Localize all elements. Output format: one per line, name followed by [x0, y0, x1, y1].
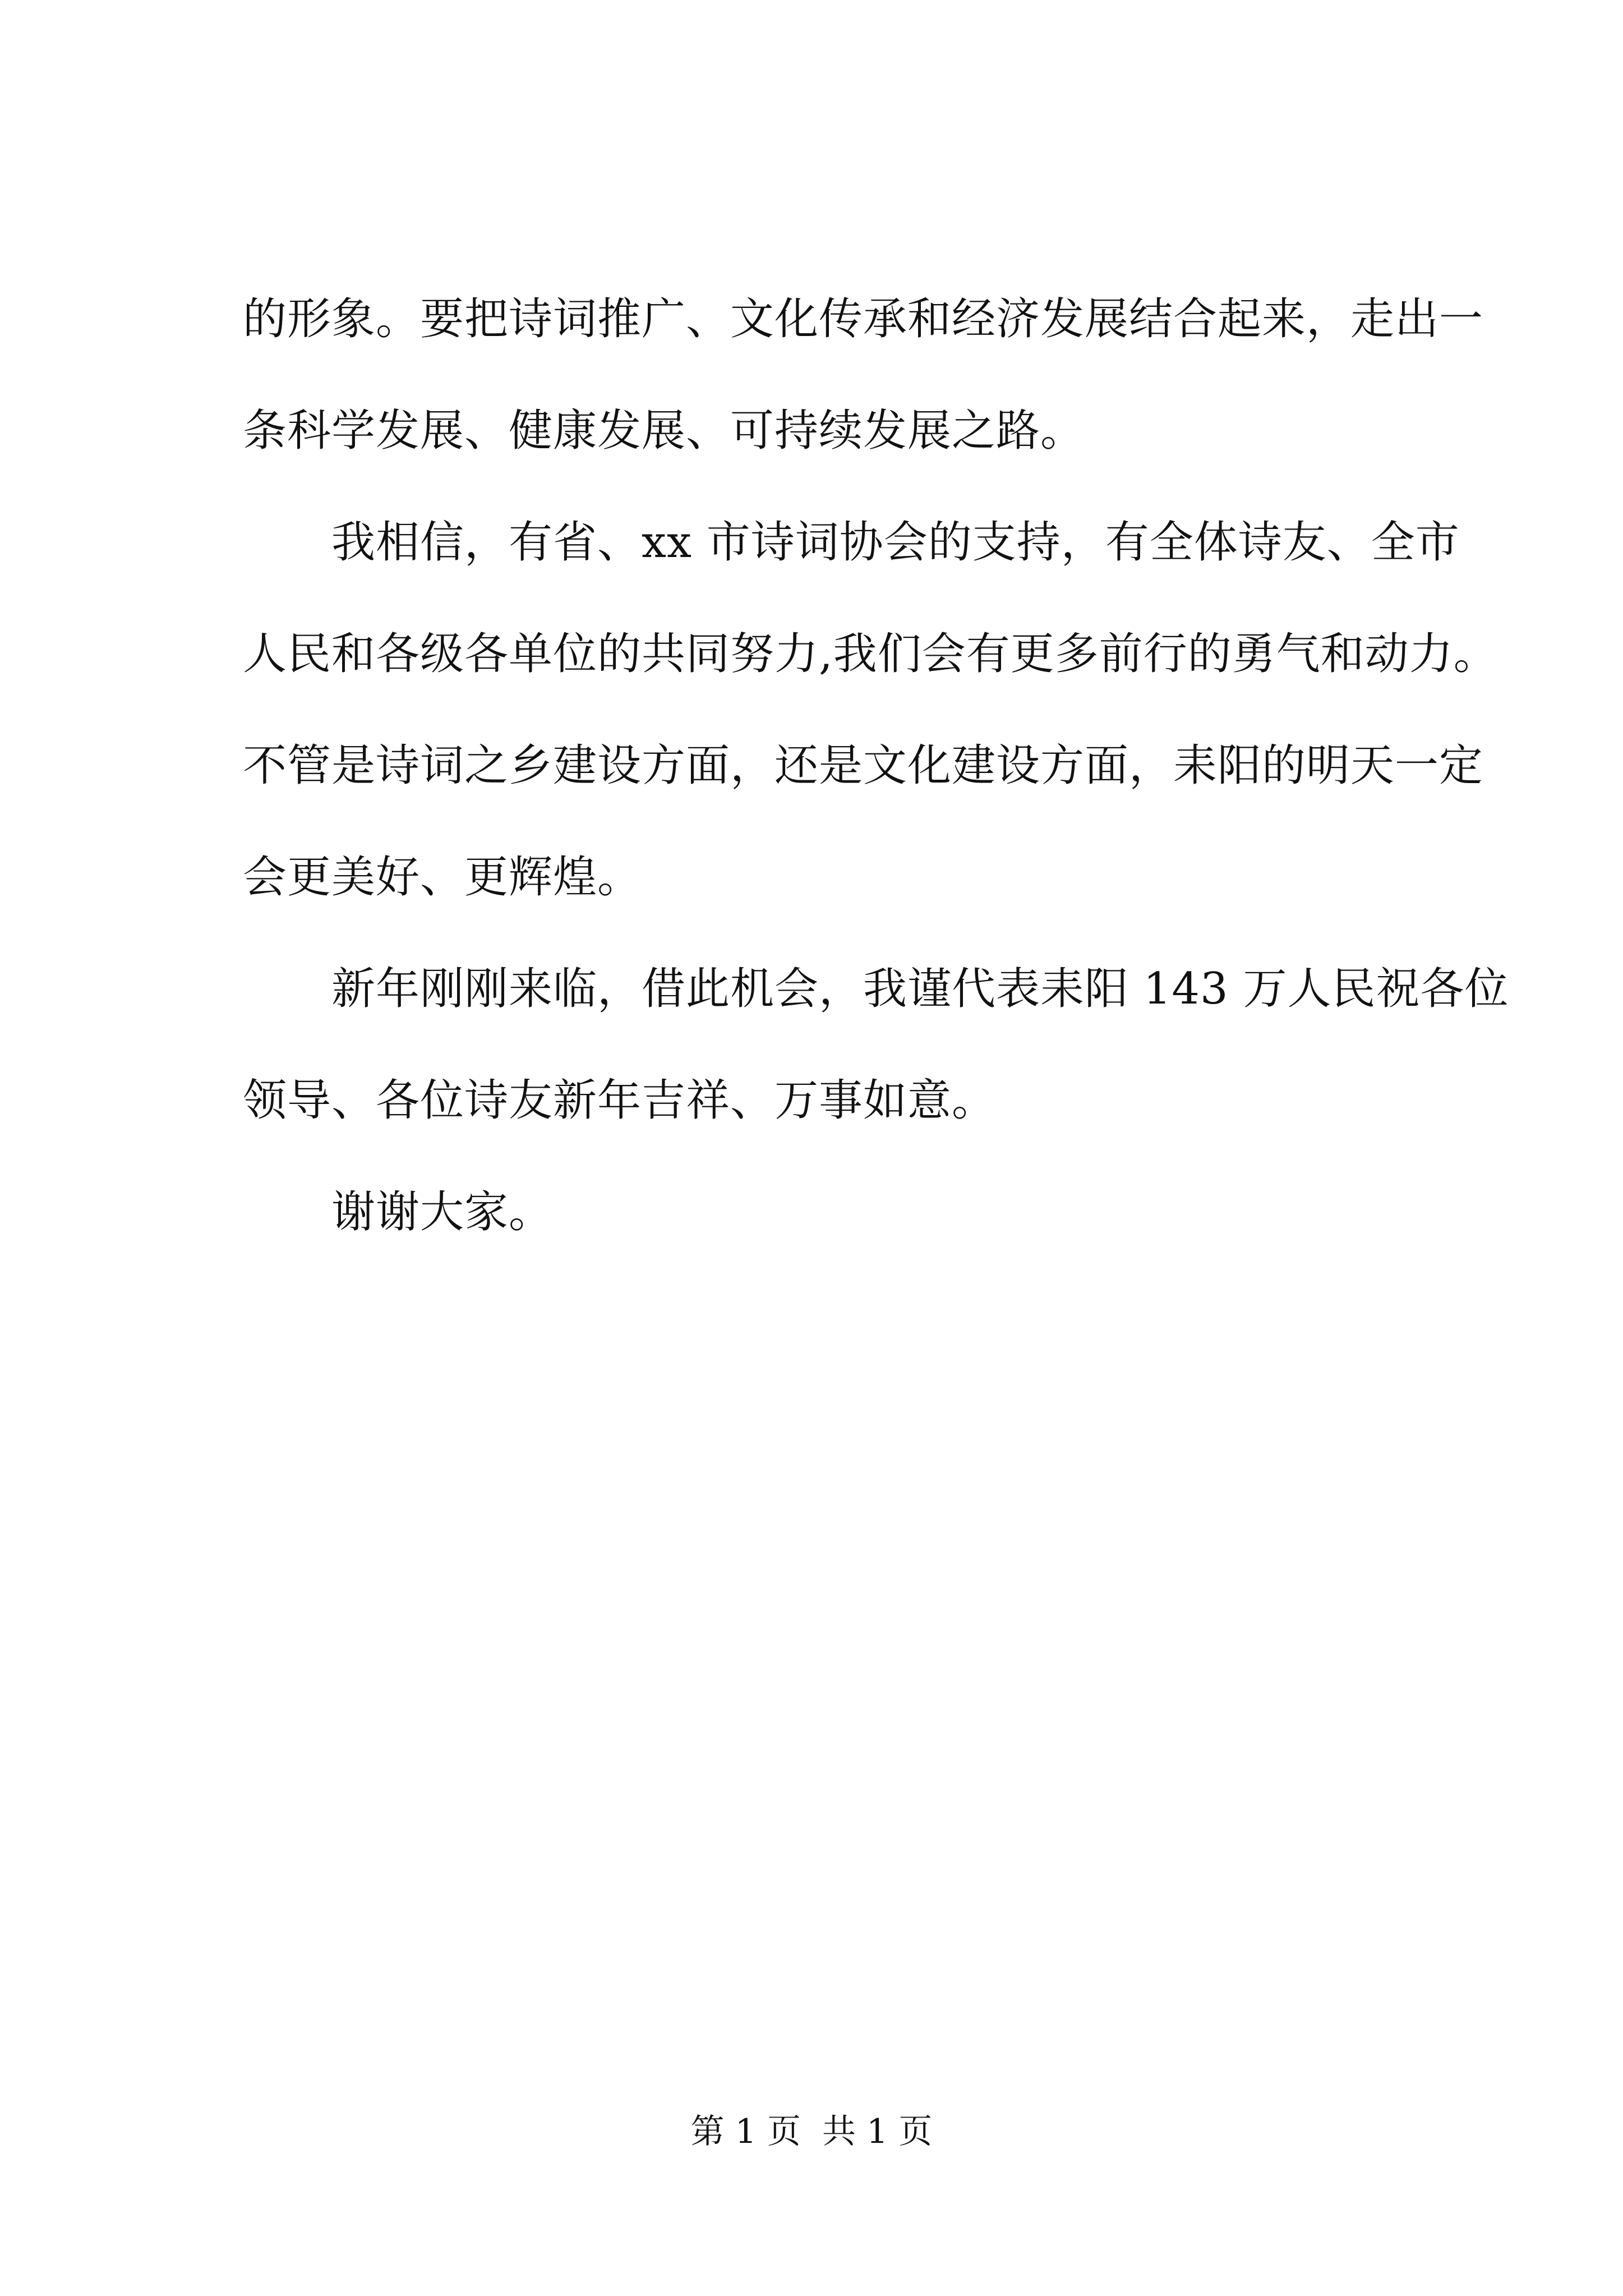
body-line: 谢谢大家。	[243, 1187, 554, 1237]
page-total: 共 1 页	[822, 2112, 933, 2151]
document-body	[243, 264, 1509, 1268]
page-footer	[0, 2109, 1623, 2154]
body-line: 新年刚刚来临，借此机会，我谨代表耒阳 143 万人民祝各位	[243, 964, 1509, 1014]
body-line: 条科学发展、健康发展、可持续发展之路。	[243, 406, 1085, 456]
body-line: 人民和各级各单位的共同努力,我们会有更多前行的勇气和动力。	[243, 629, 1498, 679]
body-line: 领导、各位诗友新年吉祥、万事如意。	[243, 1075, 997, 1126]
body-line: 会更美好、更辉煌。	[243, 852, 642, 903]
body-line: 的形象。要把诗词推广、文化传承和经济发展结合起来，走出一	[243, 294, 1484, 344]
body-line: 不管是诗词之乡建设方面，还是文化建设方面，耒阳的明天一定	[243, 740, 1484, 791]
body-line: 我相信，有省、xx 市诗词协会的支持，有全体诗友、全市	[243, 517, 1460, 568]
page-number: 第 1 页	[690, 2112, 801, 2151]
